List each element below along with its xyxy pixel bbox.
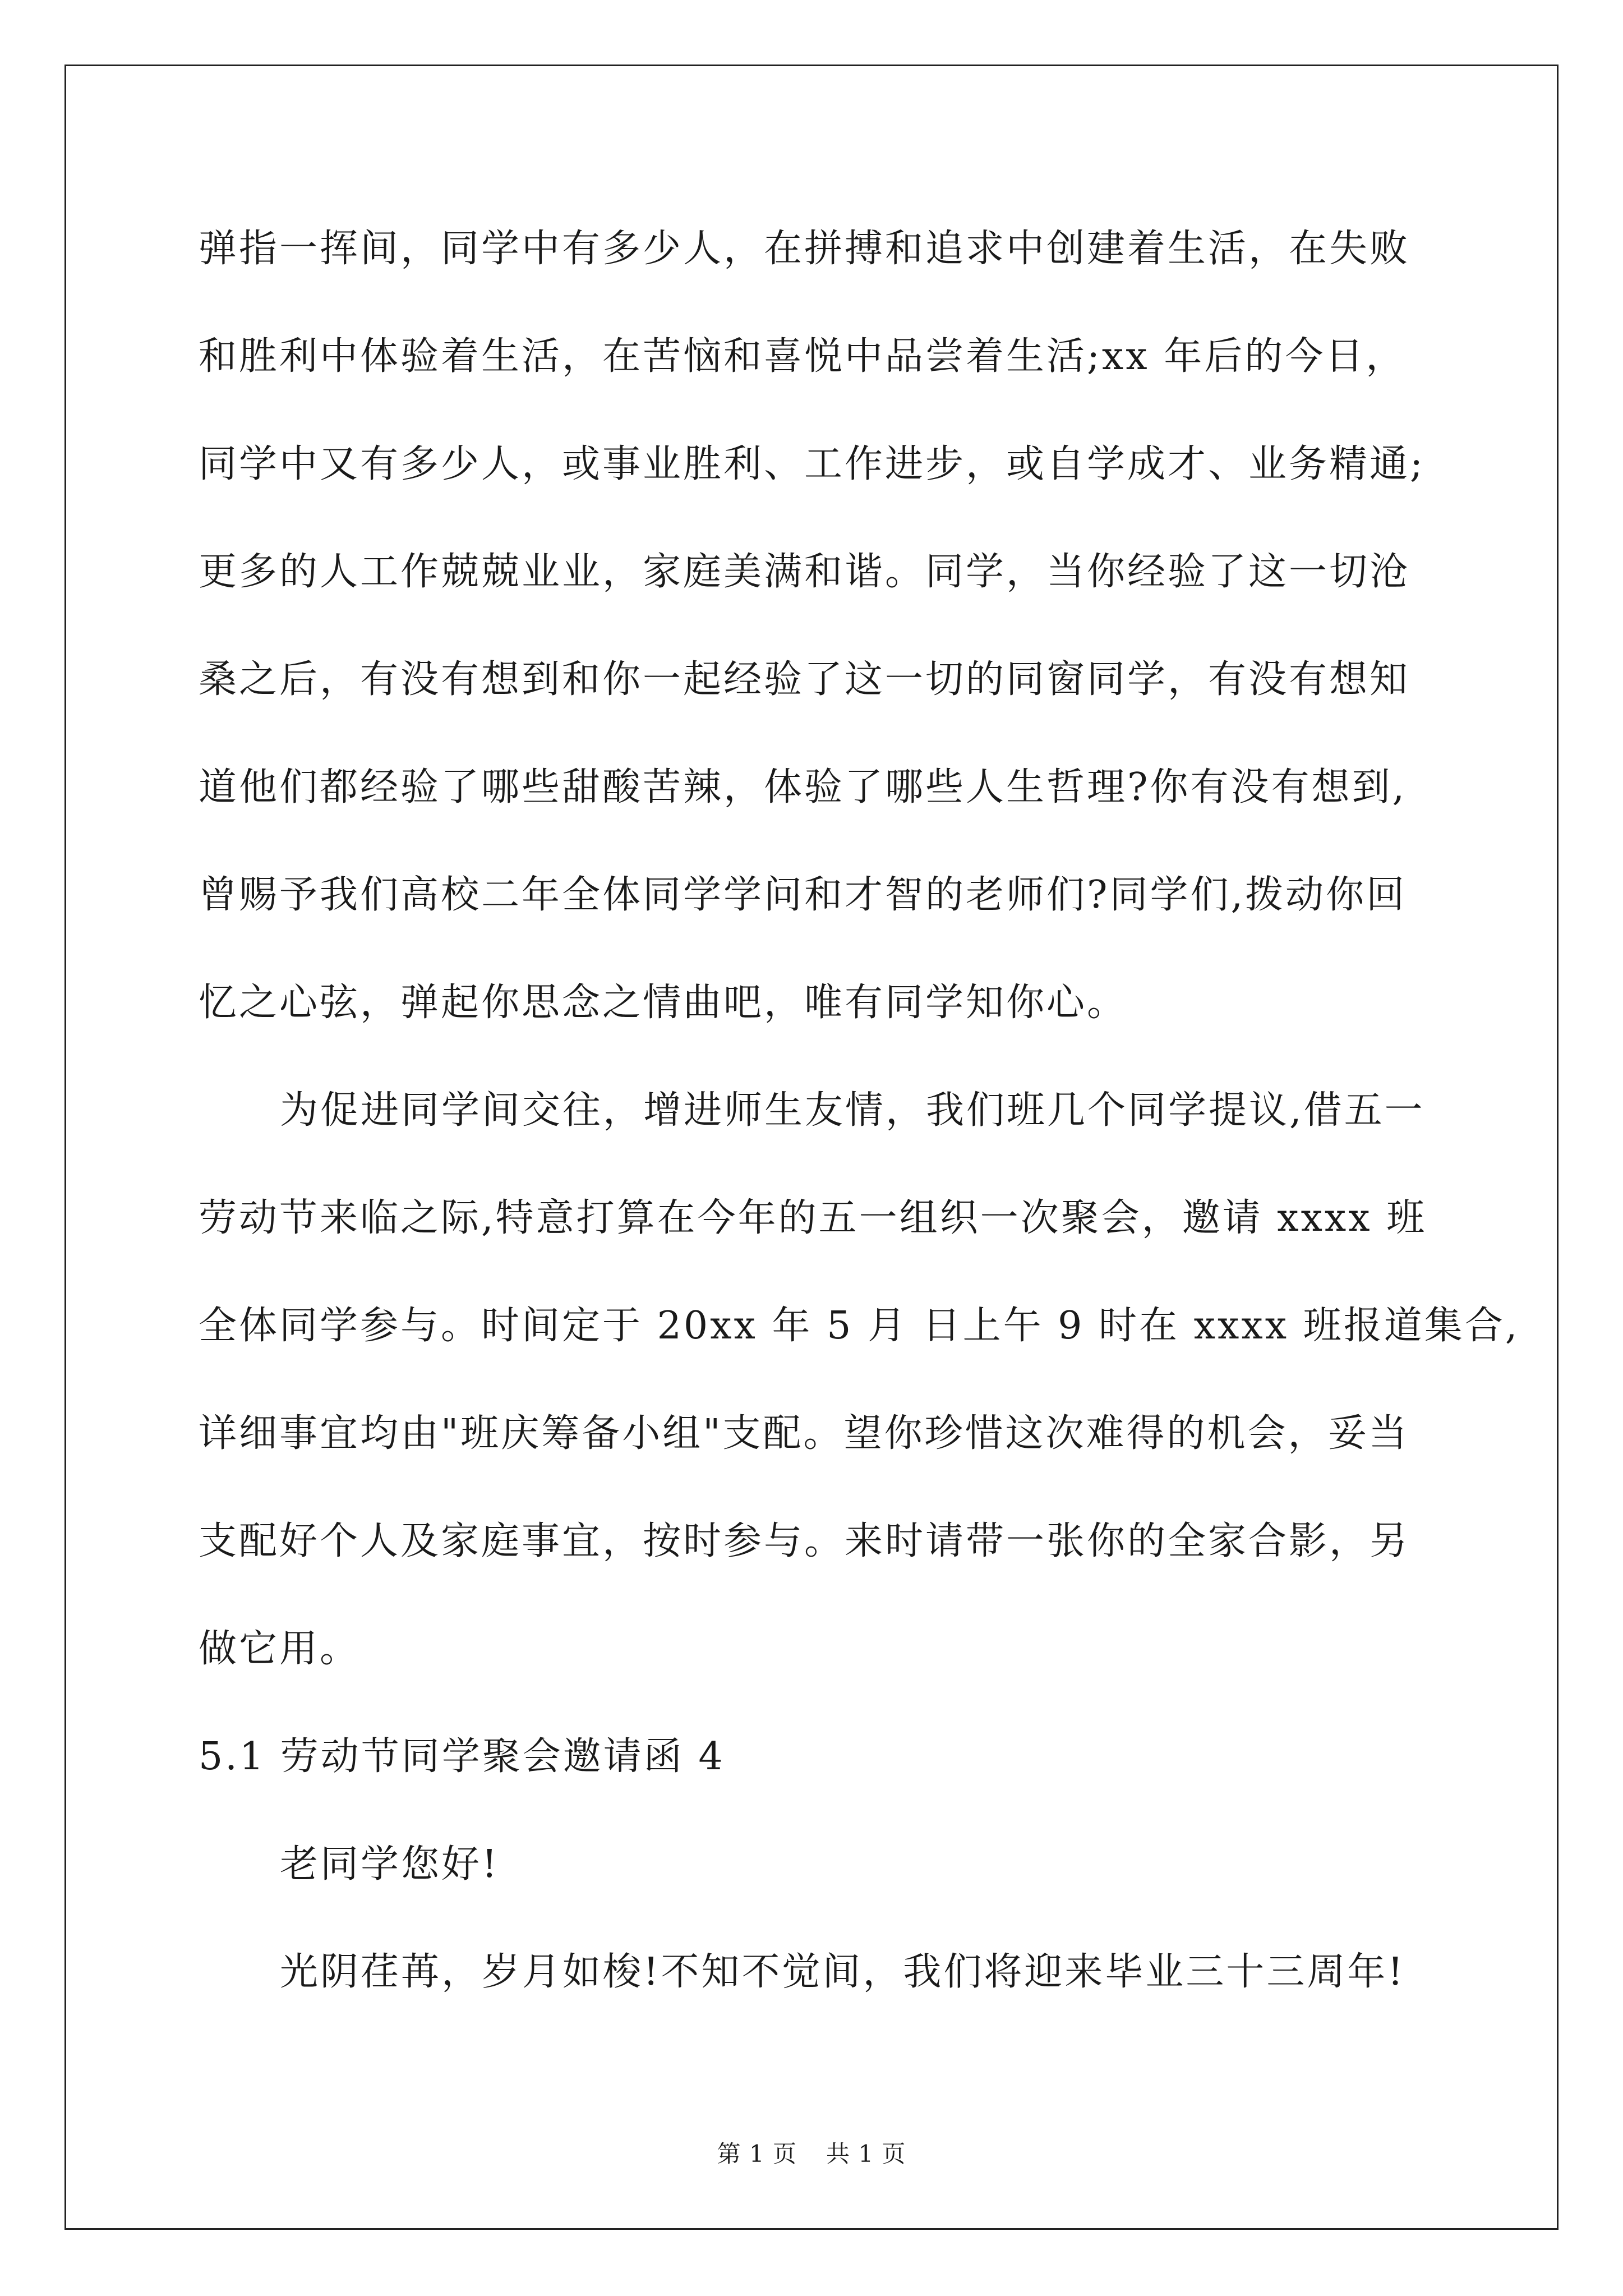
page-number-total: 共 1 页 xyxy=(826,2140,906,2168)
text-line-3: 同学中又有多少人，或事业胜利、工作进步，或自学成才、业务精通; xyxy=(199,442,1425,486)
page-footer xyxy=(0,2136,1623,2169)
text-line-9: 为促进同学间交往，增进师生友情，我们班几个同学提议,借五一 xyxy=(280,1088,1425,1133)
salutation: 老同学您好! xyxy=(280,1842,500,1887)
text-line-17: 光阴荏苒，岁月如梭!不知不觉间，我们将迎来毕业三十三周年! xyxy=(280,1950,1405,1994)
text-line-5: 桑之后，有没有想到和你一起经验了这一切的同窗同学，有没有想知 xyxy=(199,657,1410,702)
text-line-10: 劳动节来临之际,特意打算在今年的五一组织一次聚会，邀请 xxxx 班 xyxy=(199,1196,1427,1240)
text-line-1: 弹指一挥间，同学中有多少人，在拼搏和追求中创建着生活，在失败 xyxy=(199,227,1410,271)
text-line-6: 道他们都经验了哪些甜酸苦辣，体验了哪些人生哲理?你有没有想到, xyxy=(199,765,1407,809)
text-line-13: 支配好个人及家庭事宜，按时参与。来时请带一张你的全家合影，另 xyxy=(199,1519,1410,1563)
section-heading: 5.1 劳动节同学聚会邀请函 4 xyxy=(199,1734,725,1779)
page-number-current: 第 1 页 xyxy=(717,2140,797,2168)
text-line-4: 更多的人工作兢兢业业，家庭美满和谐。同学，当你经验了这一切沧 xyxy=(199,550,1410,594)
text-line-8: 忆之心弦，弹起你思念之情曲吧，唯有同学知你心。 xyxy=(199,981,1128,1025)
text-line-11: 全体同学参与。时间定于 20xx 年 5 月 日上午 9 时在 xxxx 班报道集合, xyxy=(199,1304,1520,1348)
text-line-12: 详细事宜均由"班庆筹备小组"支配。望你珍惜这次难得的机会，妥当 xyxy=(199,1411,1409,1456)
text-line-2: 和胜利中体验着生活，在苦恼和喜悦中品尝着生活;xx 年后的今日， xyxy=(199,334,1407,379)
text-line-14: 做它用。 xyxy=(199,1627,361,1671)
text-line-7: 曾赐予我们高校二年全体同学学问和才智的老师们?同学们,拨动你回 xyxy=(199,873,1407,917)
document-body xyxy=(199,220,1520,2051)
